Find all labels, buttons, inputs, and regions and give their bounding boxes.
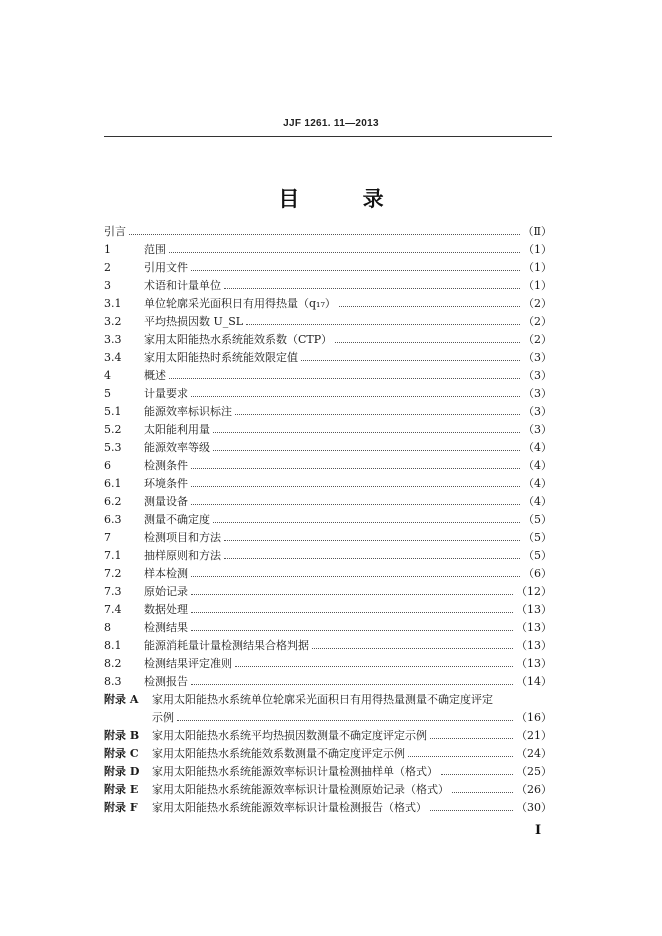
toc-entry <box>104 619 552 637</box>
dot-leader <box>224 531 520 541</box>
toc-entry <box>104 295 552 313</box>
toc-entry <box>104 349 552 367</box>
toc-entry-number: 7.3 <box>104 585 122 598</box>
toc-entry-page: （4） <box>523 459 552 472</box>
table-of-contents <box>104 223 552 817</box>
toc-entry-page: （3） <box>523 423 552 436</box>
toc-entry-number: 7.4 <box>104 603 122 616</box>
dot-leader <box>224 279 520 289</box>
toc-entry-label: 环境条件 <box>144 477 188 490</box>
dot-leader <box>312 639 513 649</box>
toc-entry-number: 5.3 <box>104 441 122 454</box>
toc-entry <box>104 583 552 601</box>
dot-leader <box>177 711 513 721</box>
dot-leader <box>191 495 520 505</box>
toc-entry <box>104 565 552 583</box>
toc-entry-number: 1 <box>104 243 111 256</box>
dot-leader <box>191 675 513 685</box>
toc-entry-page: （13） <box>516 639 552 652</box>
toc-entry-page: （13） <box>516 603 552 616</box>
toc-entry-label: 家用太阳能热水系统能效系数（CTP） <box>144 333 333 346</box>
toc-entry-page: （Ⅱ） <box>522 225 552 238</box>
dot-leader <box>213 441 520 451</box>
page-number: I <box>535 823 542 838</box>
toc-entry-label: 能源效率标识标注 <box>144 405 232 418</box>
toc-entry-page: （2） <box>523 297 552 310</box>
toc-entry-number: 6.1 <box>104 477 122 490</box>
toc-entry <box>104 385 552 403</box>
toc-entry-label: 家用太阳能热水系统能源效率标识计量检测抽样单（格式） <box>152 765 438 778</box>
toc-entry <box>104 493 552 511</box>
toc-entry <box>104 367 552 385</box>
toc-entry-page: （5） <box>523 549 552 562</box>
dot-leader <box>213 513 520 523</box>
dot-leader <box>191 567 520 577</box>
toc-entry-label: 检测结果评定准则 <box>144 657 232 670</box>
toc-entry-number: 5.2 <box>104 423 122 436</box>
dot-leader <box>169 243 520 253</box>
toc-entry-label: 测量设备 <box>144 495 188 508</box>
toc-entry-page: （5） <box>523 531 552 544</box>
dot-leader <box>191 477 520 487</box>
toc-entry-label: 检测项目和方法 <box>144 531 221 544</box>
toc-entry-label: 单位轮廓采光面积日有用得热量（q₁₇） <box>144 297 336 310</box>
toc-entry-number: 附录 E <box>104 783 139 796</box>
toc-entry-number: 3 <box>104 279 111 292</box>
toc-entry-label: 家用太阳能热水系统能源效率标识计量检测报告（格式） <box>152 801 427 814</box>
toc-entry-page: （1） <box>523 279 552 292</box>
toc-entry-number: 2 <box>104 261 111 274</box>
toc-entry <box>104 313 552 331</box>
toc-entry <box>104 511 552 529</box>
toc-entry-number: 5 <box>104 387 111 400</box>
toc-entry-page: （13） <box>516 657 552 670</box>
toc-entry-number: 3.4 <box>104 351 122 364</box>
toc-entry-page: （3） <box>523 351 552 364</box>
toc-entry <box>104 745 552 763</box>
header-rule <box>104 136 552 137</box>
toc-entry-number: 8.1 <box>104 639 122 652</box>
toc-entry-number: 7.2 <box>104 567 122 580</box>
toc-entry-label: 检测报告 <box>144 675 188 688</box>
dot-leader <box>441 765 513 775</box>
toc-entry-label: 抽样原则和方法 <box>144 549 221 562</box>
toc-entry <box>104 601 552 619</box>
toc-entry <box>104 637 552 655</box>
dot-leader <box>224 549 520 559</box>
toc-entry-number: 6 <box>104 459 111 472</box>
toc-entry <box>104 799 552 817</box>
toc-entry-page: （2） <box>523 315 552 328</box>
dot-leader <box>408 747 513 757</box>
dot-leader <box>235 405 520 415</box>
toc-entry-page: （3） <box>523 387 552 400</box>
toc-entry-page: （1） <box>523 261 552 274</box>
toc-entry-label: 样本检测 <box>144 567 188 580</box>
toc-entry <box>104 673 552 691</box>
toc-entry-label: 测量不确定度 <box>144 513 210 526</box>
dot-leader <box>169 369 520 379</box>
toc-entry-page: （4） <box>523 441 552 454</box>
dot-leader <box>335 333 520 343</box>
toc-entry-page: （2） <box>523 333 552 346</box>
toc-entry-number: 引言 <box>104 225 126 238</box>
dot-leader <box>213 423 520 433</box>
dot-leader <box>191 603 513 613</box>
toc-entry <box>104 439 552 457</box>
toc-appendix-list <box>104 691 552 817</box>
toc-entry-page: （16） <box>516 711 552 724</box>
toc-entry-label: 家用太阳能热水系统能源效率标识计量检测原始记录（格式） <box>152 783 449 796</box>
dot-leader <box>191 621 513 631</box>
toc-entry-number: 附录 A <box>104 693 139 706</box>
toc-entry-page: （12） <box>516 585 552 598</box>
dot-leader <box>191 585 513 595</box>
toc-entry-label: 引用文件 <box>144 261 188 274</box>
toc-entry <box>104 421 552 439</box>
toc-entry-number: 3.2 <box>104 315 122 328</box>
dot-leader <box>191 387 520 397</box>
toc-entry-number: 5.1 <box>104 405 122 418</box>
toc-entry <box>104 277 552 295</box>
dot-leader <box>339 297 520 307</box>
toc-entry-label: 能源效率等级 <box>144 441 210 454</box>
dot-leader <box>129 225 520 235</box>
toc-entry <box>104 547 552 565</box>
toc-entry-label: 家用太阳能热时系统能效限定值 <box>144 351 298 364</box>
dot-leader <box>430 801 513 811</box>
dot-leader <box>191 459 520 469</box>
toc-entry <box>104 781 552 799</box>
toc-entry <box>104 475 552 493</box>
toc-entry-page: （3） <box>523 369 552 382</box>
toc-entry-number: 8.3 <box>104 675 122 688</box>
toc-entry-number: 附录 F <box>104 801 138 814</box>
toc-entry-number: 附录 D <box>104 765 140 778</box>
dot-leader <box>301 351 520 361</box>
doc-code: JJF 1261. 11—2013 <box>283 118 379 129</box>
toc-entry-label: 原始记录 <box>144 585 188 598</box>
toc-entry-label: 计量要求 <box>144 387 188 400</box>
toc-entry-number: 4 <box>104 369 111 382</box>
toc-entry-page: （5） <box>523 513 552 526</box>
toc-entry-label: 范围 <box>144 243 166 256</box>
toc-entry-label: 检测结果 <box>144 621 188 634</box>
toc-entry-continuation <box>104 709 552 727</box>
toc-entry-label: 家用太阳能热水系统平均热损因数测量不确定度评定示例 <box>152 729 427 742</box>
toc-entry-label: 数据处理 <box>144 603 188 616</box>
toc-entry-label: 太阳能利用量 <box>144 423 210 436</box>
toc-entry <box>104 727 552 745</box>
dot-leader <box>246 315 520 325</box>
toc-entry <box>104 529 552 547</box>
toc-entry-page: （3） <box>523 405 552 418</box>
toc-entry-page: （14） <box>516 675 552 688</box>
toc-entry-page: （30） <box>516 801 552 814</box>
toc-entry <box>104 241 552 259</box>
toc-entry <box>104 403 552 421</box>
toc-entry-page: （6） <box>523 567 552 580</box>
toc-entry-number: 附录 B <box>104 729 140 742</box>
dot-leader <box>191 261 520 271</box>
dot-leader <box>235 657 513 667</box>
toc-entry-page: （1） <box>523 243 552 256</box>
toc-entry-page: （4） <box>523 495 552 508</box>
toc-entry-number: 8 <box>104 621 111 634</box>
page-title: 目 录 <box>278 187 412 211</box>
toc-entry-page: （13） <box>516 621 552 634</box>
toc-entry-number: 3.1 <box>104 297 122 310</box>
toc-entry-number: 8.2 <box>104 657 122 670</box>
toc-entry-label: 平均热损因数 U_SL <box>144 315 244 328</box>
toc-main-list <box>104 223 552 691</box>
toc-entry-number: 6.2 <box>104 495 122 508</box>
dot-leader <box>430 729 513 739</box>
toc-entry <box>104 763 552 781</box>
toc-entry-label: 家用太阳能热水系统能效系数测量不确定度评定示例 <box>152 747 405 760</box>
toc-entry-number: 3.3 <box>104 333 122 346</box>
toc-entry <box>104 655 552 673</box>
toc-entry-label: 能源消耗量计量检测结果合格判据 <box>144 639 309 652</box>
toc-entry <box>104 259 552 277</box>
toc-entry-number: 7.1 <box>104 549 122 562</box>
toc-entry-page: （24） <box>516 747 552 760</box>
toc-entry-label: 检测条件 <box>144 459 188 472</box>
toc-entry-label: 术语和计量单位 <box>144 279 221 292</box>
toc-entry-page: （21） <box>516 729 552 742</box>
toc-entry-page: （4） <box>523 477 552 490</box>
toc-entry-label-continued: 示例 <box>152 711 174 724</box>
toc-entry <box>104 691 552 709</box>
toc-entry <box>104 457 552 475</box>
toc-entry <box>104 223 552 241</box>
dot-leader <box>452 783 513 793</box>
toc-entry-label: 概述 <box>144 369 166 382</box>
toc-entry <box>104 331 552 349</box>
toc-entry-page: （25） <box>516 765 552 778</box>
toc-entry-number: 7 <box>104 531 111 544</box>
toc-entry-label: 家用太阳能热水系统单位轮廓采光面积日有用得热量测量不确定度评定 <box>152 693 493 706</box>
toc-entry-page: （26） <box>516 783 552 796</box>
toc-entry-number: 附录 C <box>104 747 139 760</box>
toc-entry-number: 6.3 <box>104 513 122 526</box>
